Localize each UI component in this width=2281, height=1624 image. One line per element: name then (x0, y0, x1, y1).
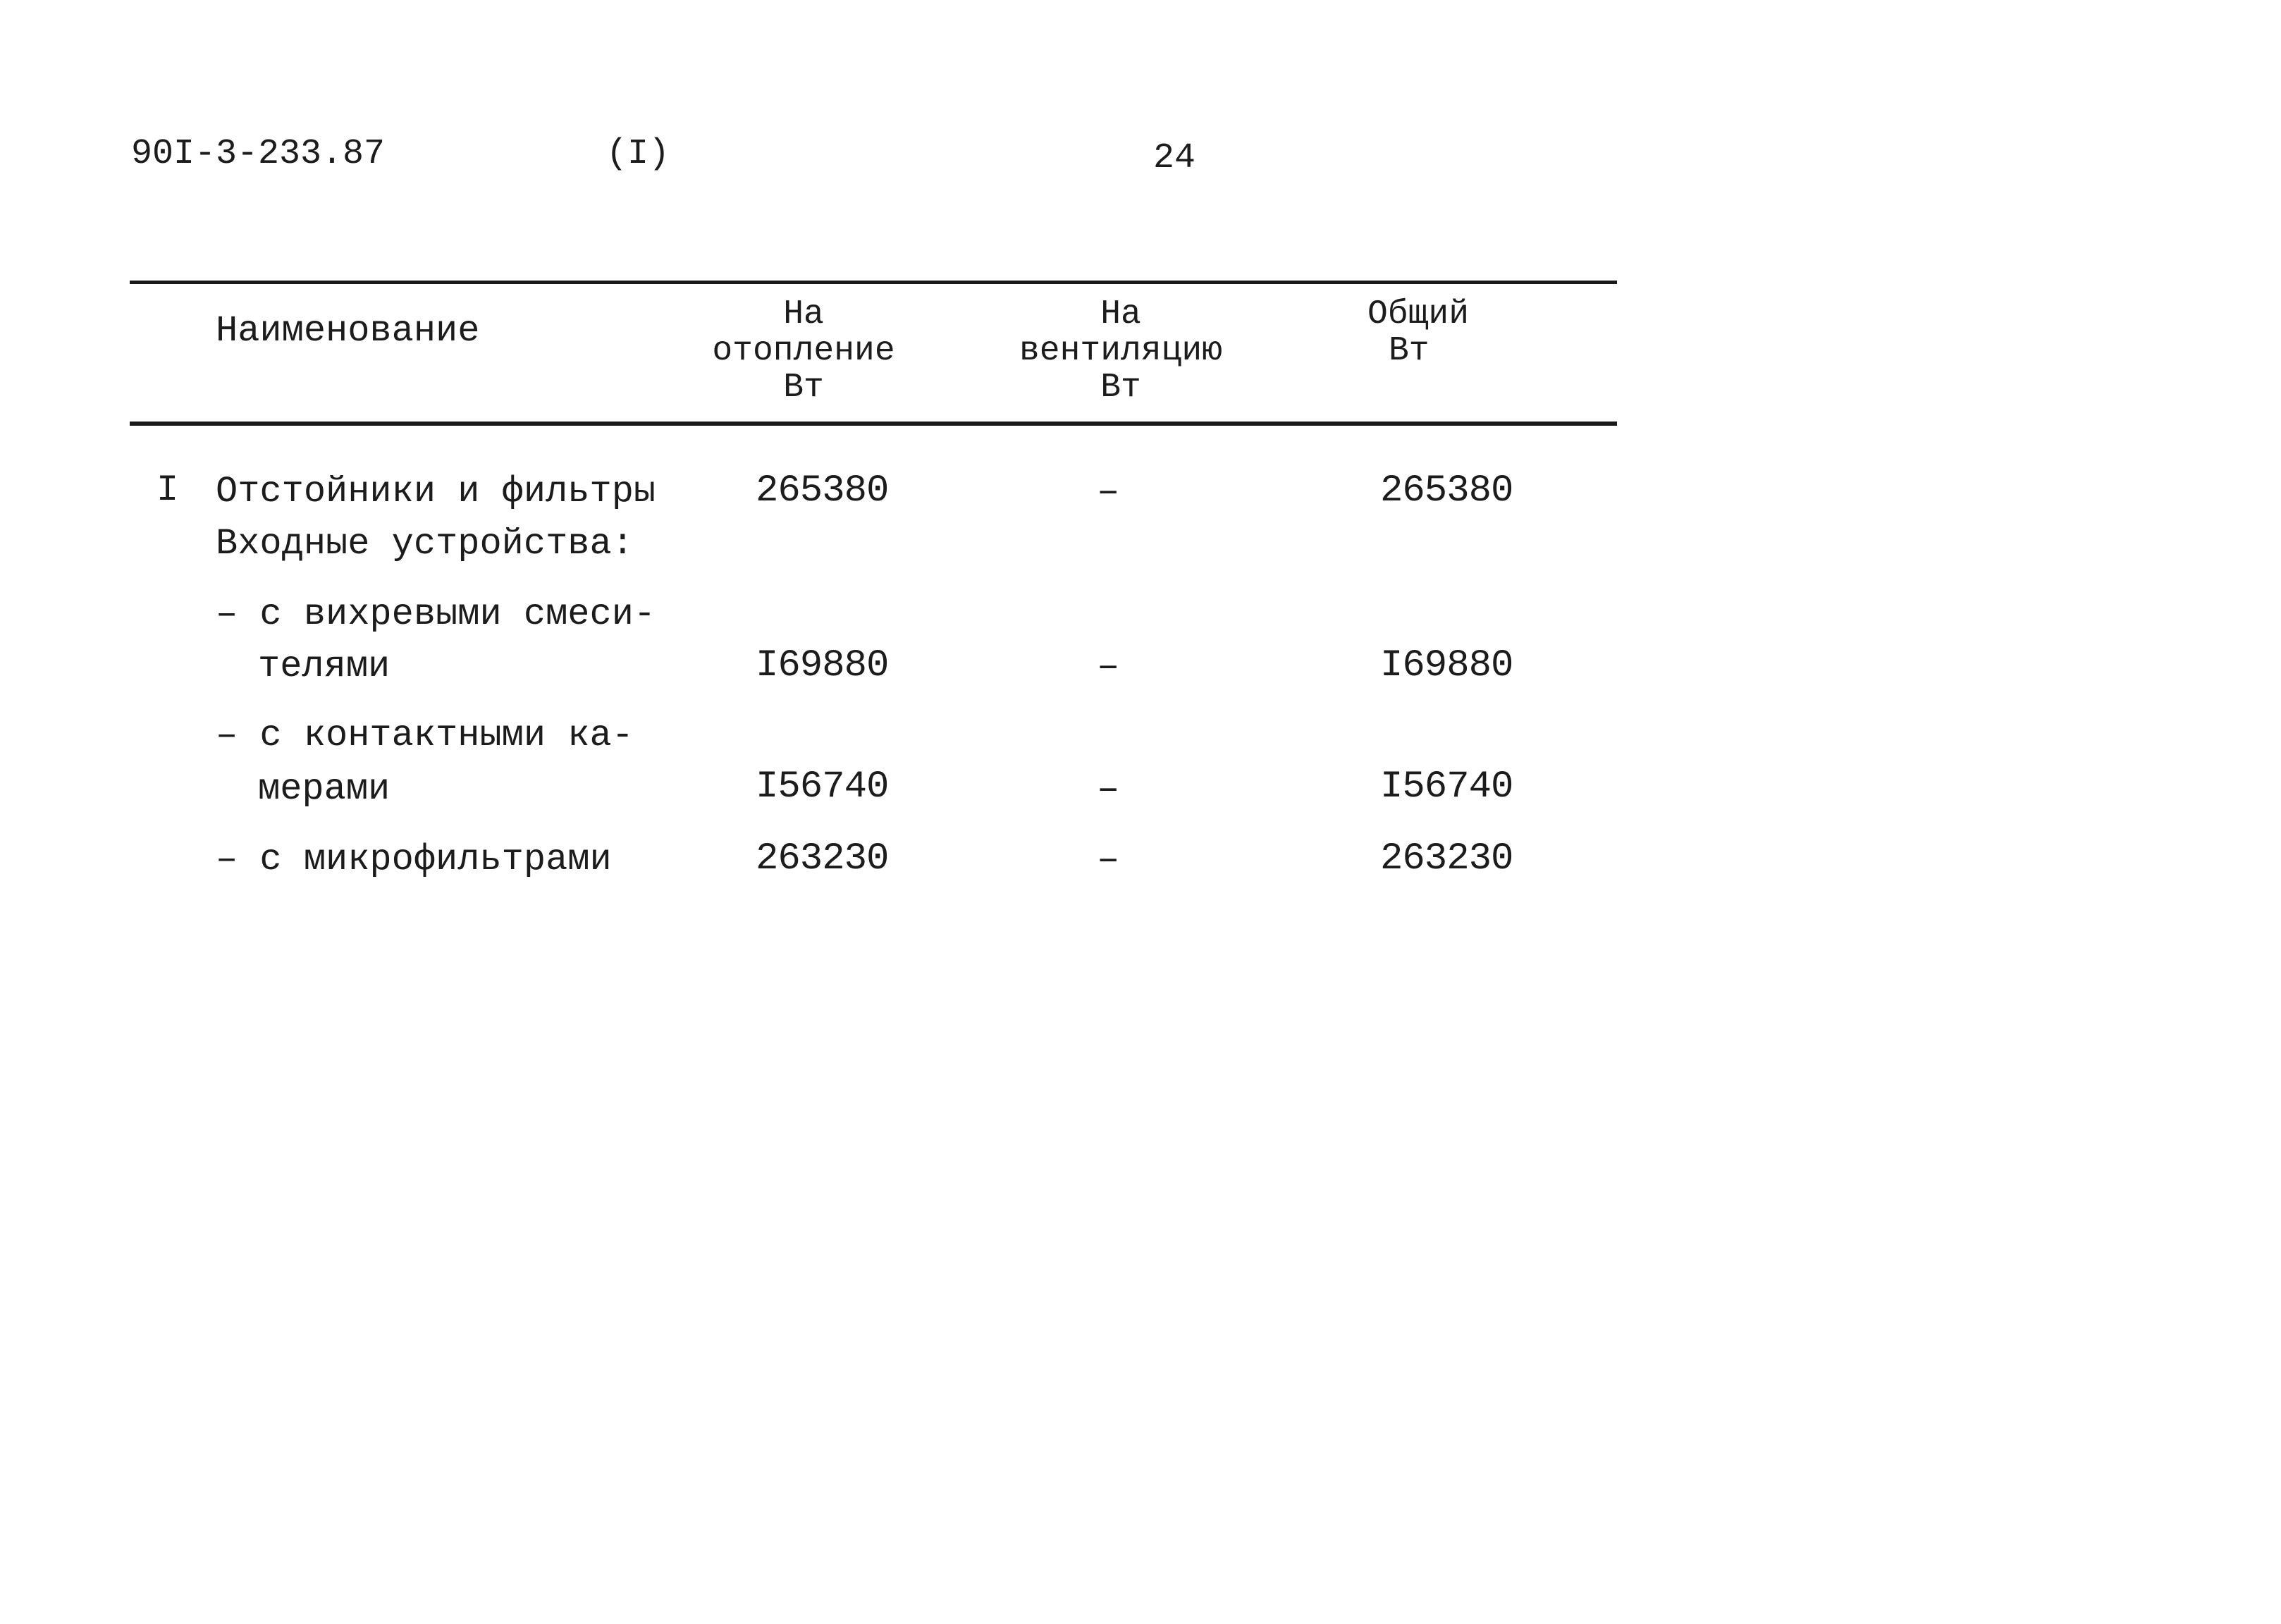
table-top-rule (130, 281, 1617, 284)
album-number: (I) (606, 134, 670, 174)
ventilation-value: – (1097, 471, 1119, 514)
row-name-line: Отстойники и фильтры (216, 471, 656, 512)
column-header-ventilation: На вентиляцию Вт (1019, 295, 1223, 407)
row-name-line: – с контактными ка- (216, 715, 634, 756)
heating-value: 265380 (756, 469, 889, 512)
heating-value: I69880 (756, 644, 889, 687)
ventilation-value: – (1097, 768, 1119, 811)
column-header-total: Общий Вт (1367, 295, 1470, 370)
heating-value: I56740 (756, 765, 889, 808)
column-header-name: Наименование (216, 310, 480, 352)
table-header-rule (130, 422, 1617, 426)
row-index: I (156, 469, 179, 511)
row-name-line: мерами (258, 768, 391, 810)
row-name-line: – с вихревыми смеси- (216, 593, 656, 635)
column-header-heating: На отопление Вт (712, 295, 895, 407)
row-name-line: телями (258, 646, 391, 687)
ventilation-value: – (1097, 839, 1119, 882)
total-value: 263230 (1380, 837, 1513, 880)
total-value: I69880 (1380, 644, 1513, 687)
row-name-line: – с микрофильтрами (216, 839, 612, 880)
total-value: 265380 (1380, 469, 1513, 512)
total-value: I56740 (1380, 765, 1513, 808)
heating-value: 263230 (756, 837, 889, 880)
ventilation-value: – (1097, 646, 1119, 689)
page-number: 24 (1153, 138, 1196, 178)
document-code: 90I-3-233.87 (131, 134, 386, 174)
row-name-line: Входные устройства: (216, 523, 634, 565)
